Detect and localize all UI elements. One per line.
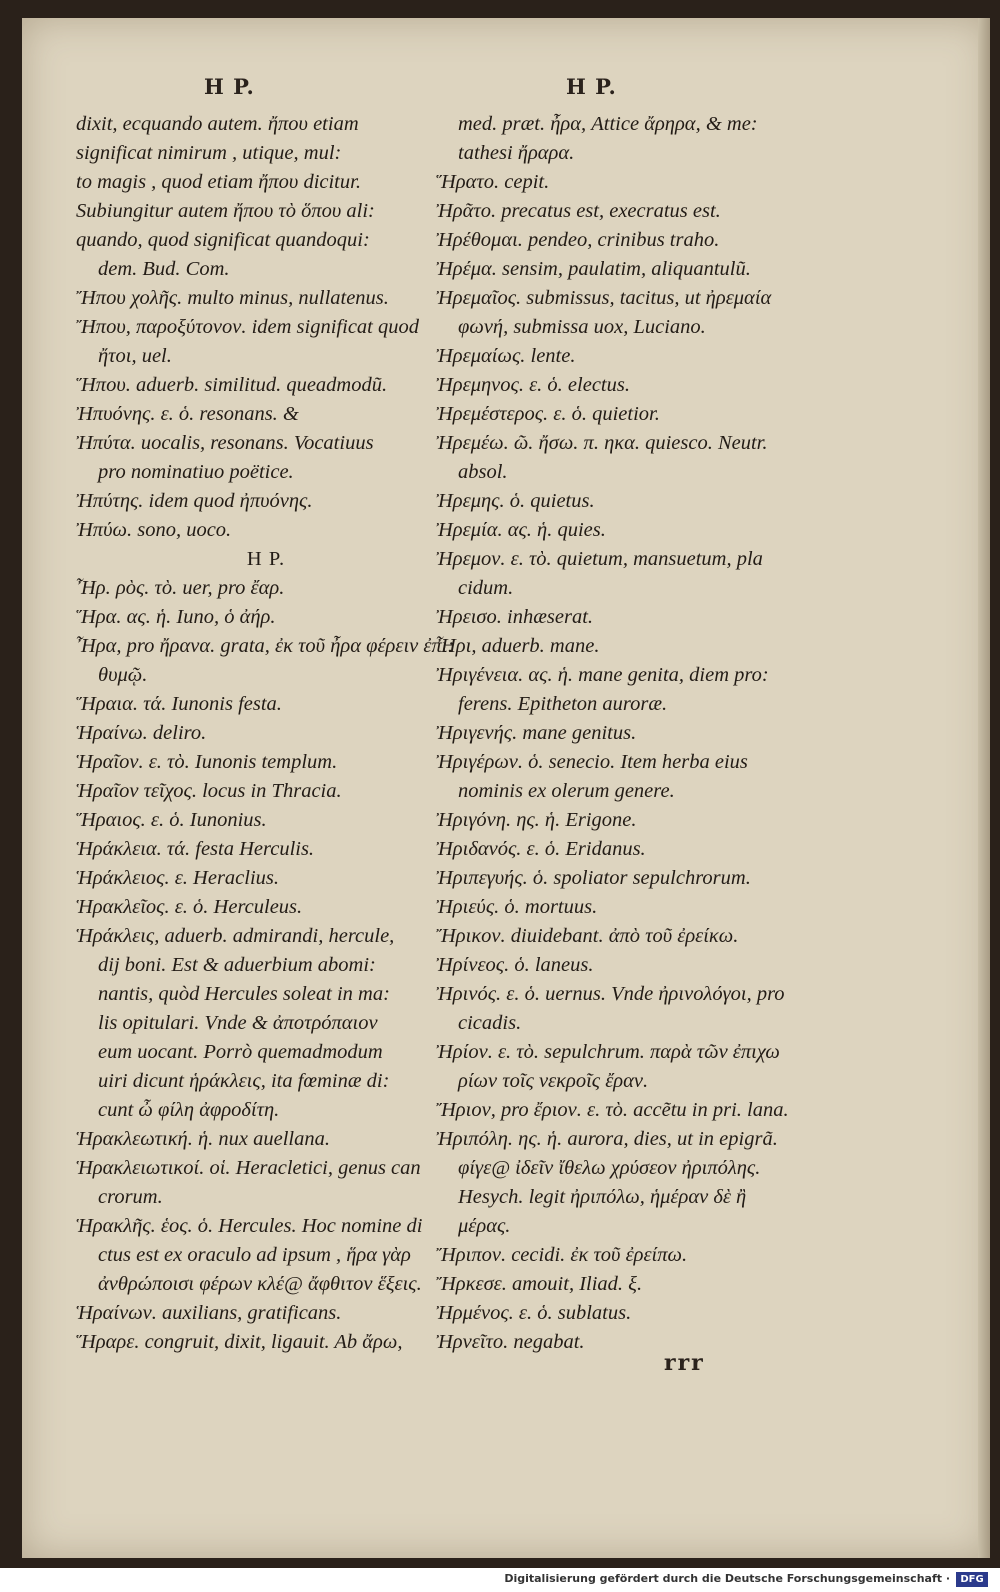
dictionary-line: Ἠρεμέω. ῶ. ἤσω. π. ηκα. quiesco. Neutr. <box>436 432 768 454</box>
dictionary-line: significat nimirum , utique, mul: <box>76 142 342 164</box>
dictionary-line: dixit, ecquando autem. ἤπου etiam <box>76 113 359 135</box>
dictionary-line: absol. <box>458 461 508 483</box>
dictionary-line: Ἡρακλῆς. ἑος. ὁ. Hercules. Hoc nomine di <box>76 1215 423 1237</box>
dictionary-line: Ἡρακλειωτικοί. οἱ. Heracletici, genus can <box>76 1157 421 1179</box>
dictionary-line: Ἡρακλεῖος. ε. ὁ. Herculeus. <box>76 896 303 918</box>
dictionary-line: Ἡρακλεωτική. ἡ. nux auellana. <box>76 1128 330 1150</box>
dictionary-line: Ἤρκεσε. amouit, Iliad. ξ. <box>436 1273 643 1295</box>
dictionary-line: Ἥραιος. ε. ὁ. Iunonius. <box>76 809 267 831</box>
dictionary-line: Ἠρίον. ε. τὸ. sepulchrum. παρὰ τῶν ἐπιχω <box>436 1041 780 1063</box>
dictionary-line: Ἡραίνων. auxilians, gratificans. <box>76 1302 342 1324</box>
dictionary-line: Ἠρεμία. ας. ἡ. quies. <box>436 519 606 541</box>
section-heading: H P. <box>246 548 286 570</box>
page-edge <box>978 18 990 1558</box>
dictionary-line: Ἥραια. τά. Iunonis festa. <box>76 693 282 715</box>
dictionary-line: Ἠρμένος. ε. ὁ. sublatus. <box>436 1302 632 1324</box>
dictionary-line: Ἠπύω. sono, uoco. <box>76 519 232 541</box>
dictionary-line: dem. Bud. Com. <box>98 258 230 280</box>
dictionary-line: nantis, quòd Hercules soleat in ma: <box>98 983 390 1005</box>
dictionary-line: ferens. Epitheton auroræ. <box>458 693 668 715</box>
dictionary-line: Ἥρατο. cepit. <box>436 171 550 193</box>
dictionary-line: eum uocant. Porrò quemadmodum <box>98 1041 383 1063</box>
dictionary-line: cidum. <box>458 577 514 599</box>
dictionary-line: Ἠρεισο. inhæserat. <box>436 606 594 628</box>
dfg-logo: DFG <box>956 1572 988 1587</box>
dictionary-line: Subiungitur autem ἤπου τὸ ὅπου ali: <box>76 200 375 222</box>
dictionary-line: Hesych. legit ἠριπόλω, ἡμέραν δὲ ἢ <box>458 1186 747 1208</box>
dictionary-line: Ἦρα, pro ἤρανα. grata, ἐκ τοῦ ἦρα φέρειν ἐπι: <box>76 635 455 657</box>
dictionary-line: Ἠπύτης. idem quod ἠπυόνης. <box>76 490 313 512</box>
dictionary-line: Ἠρεμέστερος. ε. ὁ. quietior. <box>436 403 660 425</box>
dictionary-line: crorum. <box>98 1186 163 1208</box>
dictionary-line: Ἤρικον. diuidebant. ἀπὸ τοῦ ἐρείκω. <box>436 925 739 947</box>
dictionary-line: cicadis. <box>458 1012 522 1034</box>
dictionary-line: μέρας. <box>458 1215 511 1237</box>
dictionary-line: Ἥραρε. congruit, dixit, ligauit. Ab ἄρω, <box>76 1331 403 1353</box>
book-page <box>22 18 990 1558</box>
dictionary-line: uiri dicunt ἡράκλεις, ita fœminæ di: <box>98 1070 390 1092</box>
dictionary-line: quando, quod significat quandoqui: <box>76 229 370 251</box>
dictionary-line: Ἠριγένεια. ας. ἡ. mane genita, diem pro: <box>436 664 769 686</box>
dictionary-line: dij boni. Est & aduerbium abomi: <box>98 954 376 976</box>
dictionary-line: Ἠρεμαίως. lente. <box>436 345 576 367</box>
dictionary-line: Ἠρέμα. sensim, paulatim, aliquantulũ. <box>436 258 751 280</box>
dictionary-line: Ἠρνεῖτο. negabat. <box>436 1331 585 1353</box>
dictionary-line: φίγε@ ἰδεῖν ἴθελω χρύσεον ἠριπόλης. <box>458 1157 761 1179</box>
dictionary-line: nominis ex olerum genere. <box>458 780 675 802</box>
dictionary-line: Ἠπύτα. uocalis, resonans. Vocatiuus <box>76 432 374 454</box>
dictionary-line: to magis , quod etiam ἤπου dicitur. <box>76 171 361 193</box>
dictionary-line: lis opitulari. Vnde & ἀποτρόπαιον <box>98 1012 378 1034</box>
dictionary-line: Ἤριπον. cecidi. ἐκ τοῦ ἐρείπω. <box>436 1244 688 1266</box>
dictionary-line: Ἡραῖον τεῖχος. locus in Thracia. <box>76 780 342 802</box>
dictionary-line: Ἠρεμηνος. ε. ὁ. electus. <box>436 374 630 396</box>
dictionary-line: Ἦρ. ρὸς. τὸ. uer, pro ἔαρ. <box>76 577 285 599</box>
dictionary-line: cunt ὦ φίλη ἀφροδίτη. <box>98 1099 280 1121</box>
dictionary-line: Ἠρεμαῖος. submissus, tacitus, ut ἠρεμαία <box>436 287 772 309</box>
dictionary-line: Ἠρᾶτο. precatus est, execratus est. <box>436 200 721 222</box>
dictionary-line: ἀνθρώποισι φέρων κλέ@ ἄφθιτον ἕξεις. <box>98 1273 422 1295</box>
dictionary-line: Ἠριεύς. ὁ. mortuus. <box>436 896 598 918</box>
dictionary-line: Ἠρινός. ε. ὁ. uernus. Vnde ἠρινολόγοι, pro <box>436 983 785 1005</box>
dictionary-line: Ἤπου χολῆς. multo minus, nullatenus. <box>76 287 389 309</box>
dictionary-line: Ἤπου, παροξύτονον. idem significat quod <box>76 316 419 338</box>
dictionary-line: Ἡραίνω. deliro. <box>76 722 207 744</box>
dictionary-line: Ἠρίνεος. ὁ. laneus. <box>436 954 594 976</box>
dictionary-line: Ἠρέθομαι. pendeo, crinibus traho. <box>436 229 720 251</box>
dictionary-line: tathesi ἤραρα. <box>458 142 575 164</box>
dictionary-line: ctus est ex oraculo ad ipsum , ἥρα γὰρ <box>98 1244 411 1266</box>
dictionary-line: Ἤριον, pro ἔριον. ε. τὸ. accẽtu in pri. lana. <box>436 1099 789 1121</box>
dictionary-line: Ἥρα. ας. ἡ. Iuno, ὁ ἀήρ. <box>76 606 276 628</box>
footer-bar <box>0 1568 1000 1592</box>
right-column <box>436 110 816 1357</box>
dictionary-line: ἤτοι, uel. <box>98 345 172 367</box>
dictionary-line: Ἡραῖον. ε. τὸ. Iunonis templum. <box>76 751 338 773</box>
dictionary-line: ρίων τοῖς νεκροῖς ἔραν. <box>458 1070 649 1092</box>
left-column <box>76 110 456 1357</box>
dictionary-line: Ἠριδανός. ε. ὁ. Eridanus. <box>436 838 646 860</box>
dictionary-line: med. præt. ἦρα, Attice ἄρηρα, & me: <box>458 113 758 135</box>
dictionary-line: Ἠριγέρων. ὁ. senecio. Item herba eius <box>436 751 748 773</box>
dictionary-line: Ἡράκλειος. ε. Heraclius. <box>76 867 280 889</box>
dictionary-line: Ἡράκλεις, aduerb. admirandi, hercule, <box>76 925 395 947</box>
dictionary-line: Ἡράκλεια. τά. festa Herculis. <box>76 838 315 860</box>
dictionary-line: Ἠπυόνης. ε. ὁ. resonans. & <box>76 403 299 425</box>
dictionary-line: φωνή, submissa uox, Luciano. <box>458 316 706 338</box>
page-signature: rrr <box>664 1350 705 1376</box>
running-head-left: H P. <box>204 74 255 99</box>
dictionary-line: Ἠρεμης. ὁ. quietus. <box>436 490 595 512</box>
dictionary-line: Ἦρι, aduerb. mane. <box>436 635 600 657</box>
footer-credit: Digitalisierung gefördert durch die Deutsche Forschungsgemeinschaft · <box>504 1572 950 1585</box>
dictionary-line: Ἠρεμον. ε. τὸ. quietum, mansuetum, pla <box>436 548 763 570</box>
dictionary-line: θυμῷ. <box>98 664 148 686</box>
dictionary-line: Ἠριγόνη. ης. ἡ. Erigone. <box>436 809 637 831</box>
dictionary-line: Ἥπου. aduerb. similitud. queadmodũ. <box>76 374 388 396</box>
dictionary-line: Ἠριπόλη. ης. ἡ. aurora, dies, ut in epigrã. <box>436 1128 778 1150</box>
dictionary-line: pro nominatiuo poëtice. <box>98 461 294 483</box>
dictionary-line: Ἠριπεγυής. ὁ. spoliator sepulchrorum. <box>436 867 751 889</box>
dictionary-line: Ἠριγενής. mane genitus. <box>436 722 637 744</box>
running-head-right: H P. <box>566 74 617 99</box>
